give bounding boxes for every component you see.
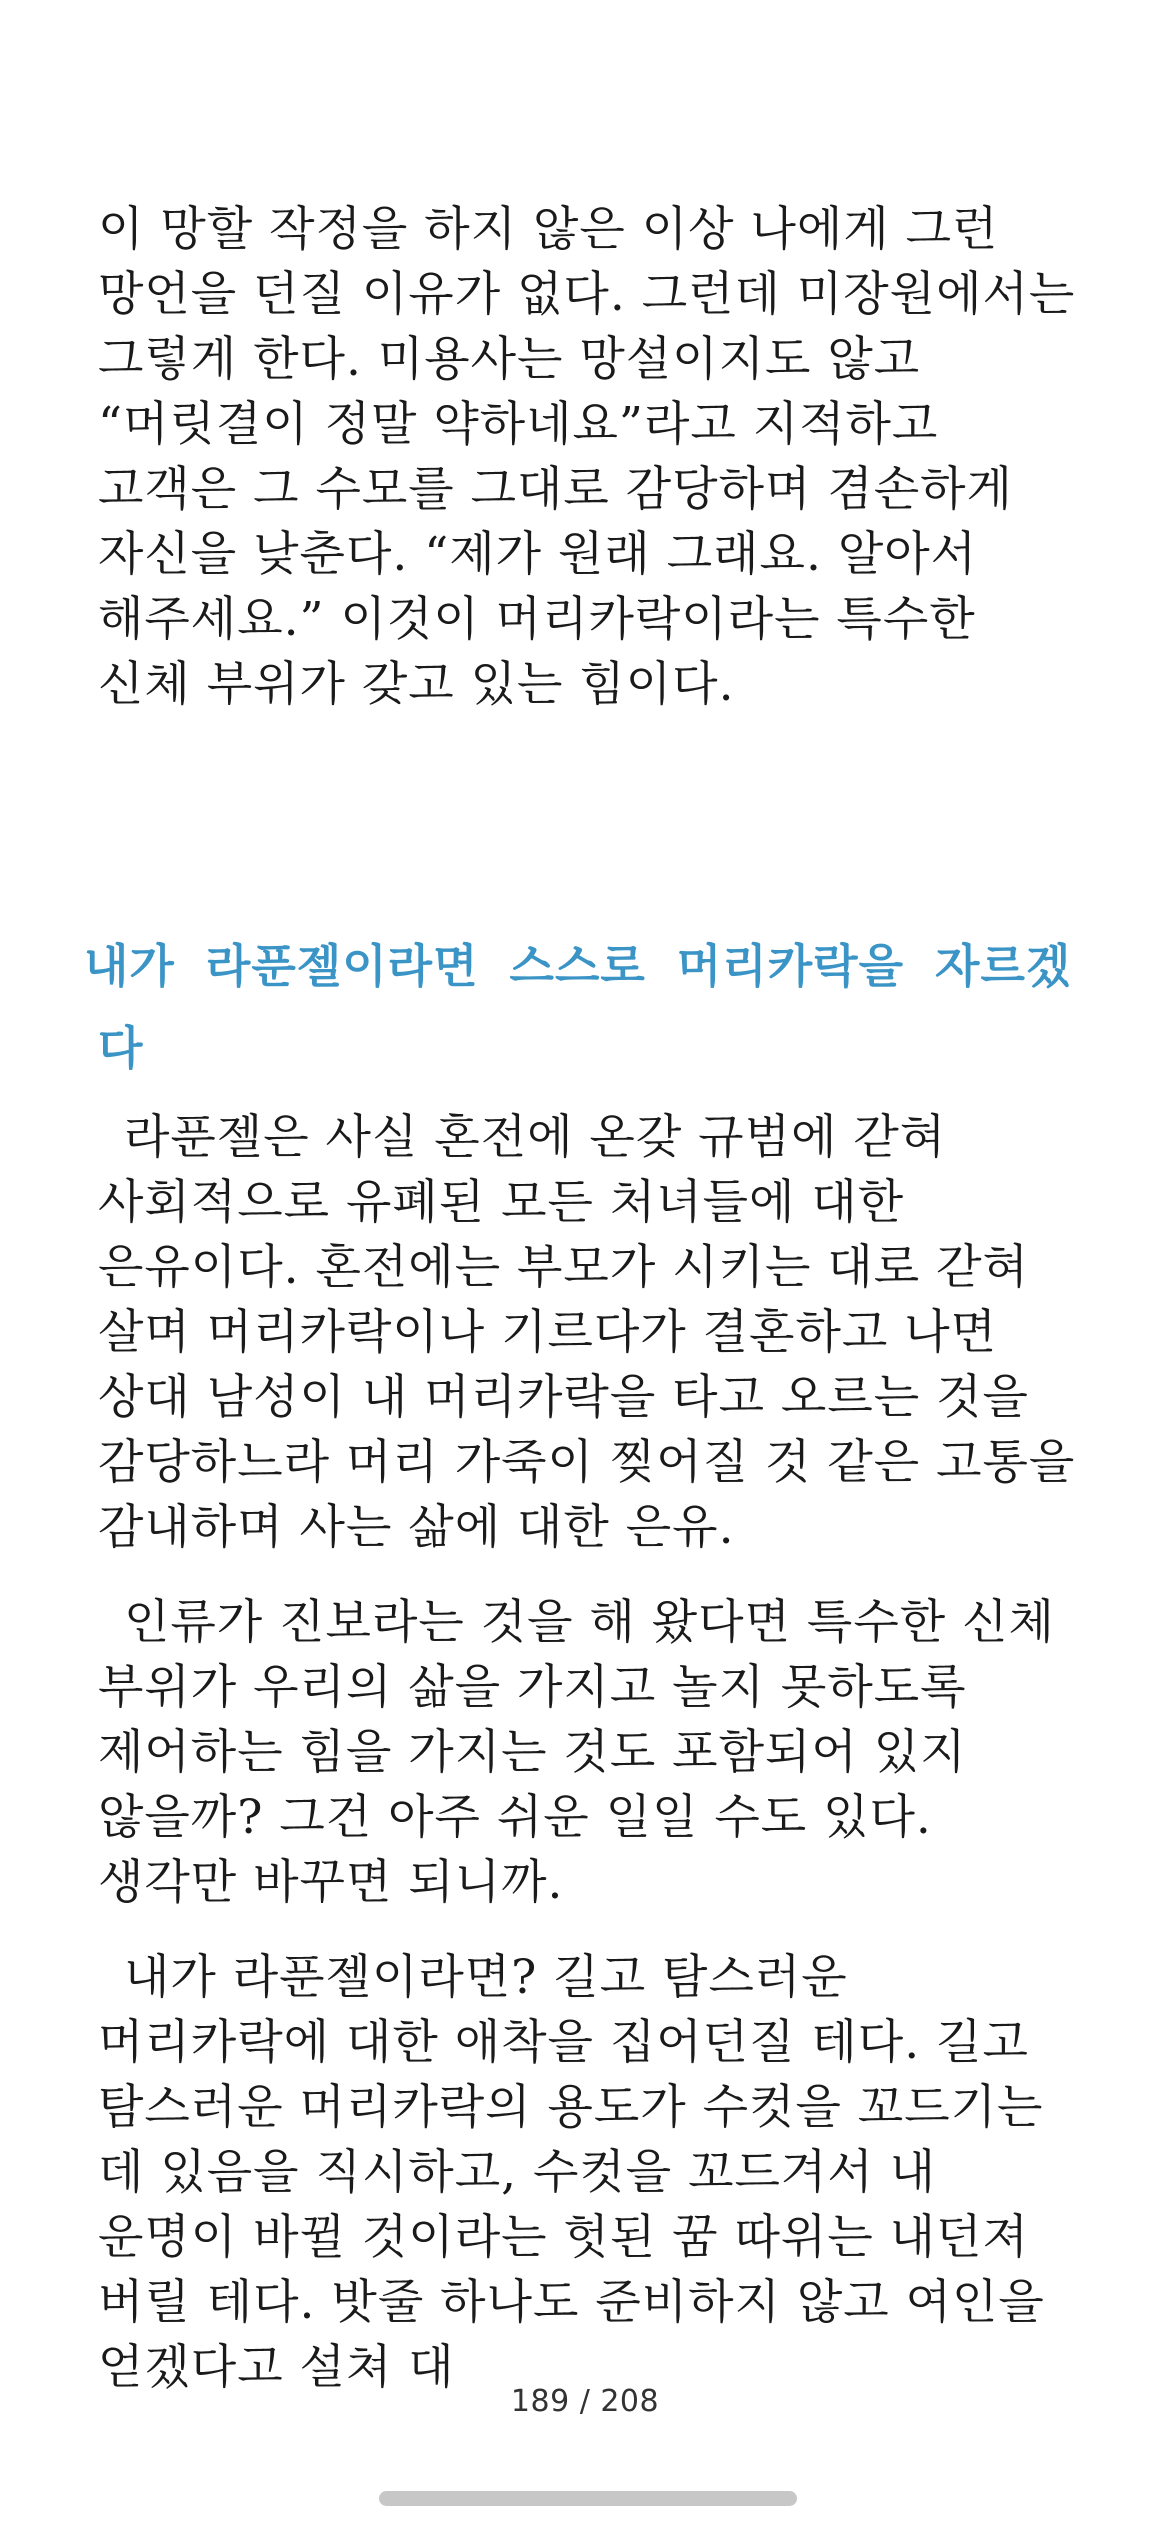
home-indicator-bar[interactable] [379, 2491, 797, 2506]
body-paragraph: 내가 라푼젤이라면? 길고 탐스러운 머리카락에 대한 애착을 집어던질 테다. 길고 탐스러운 머리카락의 용도가 수컷을 꼬드기는 데 있음을 직시하고, 수컷을 꼬드겨서 내 운명이 바뀔 것이라는 헛된 꿈 따위는 내던져 버릴 테다. 밧줄 하나도 준비하지 않고 여인을 얻겠다고 설쳐 대 [98, 1950, 1045, 2395]
body-paragraph-continuation: 이 망할 작정을 하지 않은 이상 나에게 그런 망언을 던질 이유가 없다. 그런데 미장원에서는 그렇게 한다. 미용사는 망설이지도 않고 “머릿결이 정말 약하네요”라고 지적하고 고객은 그 수모를 그대로 감당하며 겸손하게 자신을 낮춘다. “제가 원래 그래요. 알아서 해주세요.” 이것이 머리카락이라는 특수한 신체 부위가 갖고 있는 힘이다. [98, 202, 1076, 712]
page-number-indicator: 189 / 208 [510, 2384, 660, 2419]
chapter-section [84, 925, 1084, 2430]
body-paragraph: 라푼젤은 사실 혼전에 온갖 규범에 갇혀 사회적으로 유폐된 모든 처녀들에 대한 은유이다. 혼전에는 부모가 시키는 대로 갇혀 살며 머리카락이나 기르다가 결혼하고 나면 상대 남성이 내 머리카락을 타고 오르는 것을 감당하느라 머리 가죽이 찢어질 것 같은 고통을 감내하며 사는 삶에 대한 은유. [98, 1110, 1076, 1555]
section-heading: 내가 라푼젤이라면 스스로 머리카락을 자르겠다 [84, 939, 1072, 1075]
body-paragraph: 인류가 진보라는 것을 해 왔다면 특수한 신체 부위가 우리의 삶을 가지고 놀지 못하도록 제어하는 힘을 가지는 것도 포함되어 있지 않을까? 그건 아주 쉬운 일일 수도 있다. 생각만 바꾸면 되니까. [98, 1595, 1055, 1910]
